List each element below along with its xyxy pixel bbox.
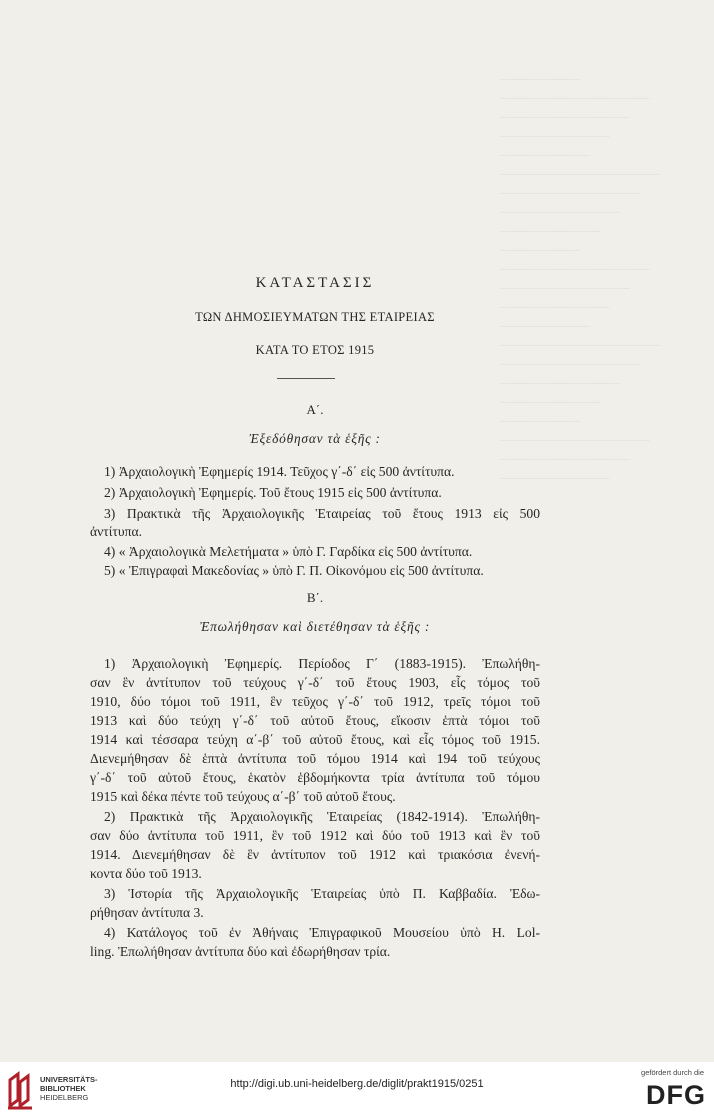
section-a-heading: Ἐξεδόθησαν τὰ ἑξῆς : <box>249 431 381 446</box>
page-subtitle-year: ΚΑΤΑ ΤΟ ΕΤΟΣ 1915 <box>255 343 375 357</box>
page-title: ΚΑΤΑΣΤΑΣΙΣ <box>255 275 375 291</box>
bleed-through-line: ————————————— <box>500 454 630 465</box>
bleed-through-line: ———————————— <box>500 378 620 389</box>
section-b-line: γ΄-δ΄ τοῦ αὐτοῦ ἔτους, ἑκατὸν ἑβδομήκοντα τρία ἀντίτυπα τοῦ τόμου <box>90 770 540 785</box>
section-b-line: 2) Πρακτικὰ τῆς Ἀρχαιολογικῆς Ἑταιρείας (1842-1914). Ἐπωλήθη- <box>104 809 540 824</box>
bleed-through-line: ———————— <box>500 245 580 256</box>
section-b-line: 1913 καὶ δύο τεύχη γ΄-δ΄ τοῦ αὐτοῦ ἔτους, εἴκοσιν ἑπτὰ τόμοι τοῦ <box>90 713 540 728</box>
permalink-url[interactable]: http://digi.ub.uni-heidelberg.de/diglit/prakt1915/0251 <box>230 1078 484 1090</box>
section-a-line: 3) Πρακτικὰ τῆς Ἀρχαιολογικῆς Ἑταιρείας τοῦ ἔτους 1913 εἰς 500 <box>104 506 540 521</box>
bleed-through-line: ———————————————— <box>500 340 660 351</box>
library-line-2: BIBLIOTHEK <box>40 1084 86 1093</box>
section-b-line: σαν ἓν ἀντίτυπον τοῦ τεύχους γ΄-δ΄ τοῦ ἔτους 1903, εἷς τόμος τοῦ <box>90 675 540 690</box>
bleed-through-line: ————————— <box>500 150 590 161</box>
section-b-line: κοντα δύο τοῦ 1913. <box>90 866 202 881</box>
section-a-line: 1) Ἀρχαιολογικὴ Ἐφημερίς 1914. Τεῦχος γ΄-δ΄ εἰς 500 ἀντίτυπα. <box>104 464 455 479</box>
section-a-line: ἀντίτυπα. <box>90 524 142 539</box>
section-b-line: 1915 καὶ δέκα πέντε τοῦ τεύχους α΄-β΄ τοῦ αὐτοῦ ἔτους. <box>90 789 396 804</box>
section-b-line: 1914. Διενεμήθησαν δὲ ἓν ἀντίτυπον τοῦ 1912 καὶ τριακόσια ἐνενή- <box>90 847 540 862</box>
bleed-through-line: ————————————— <box>500 112 630 123</box>
section-b-line: ling. Ἐπωλήθησαν ἀντίτυπα δύο καὶ ἐδωρήθησαν τρία. <box>90 944 391 959</box>
bleed-through-line: ———————— <box>500 74 580 85</box>
section-b-line: 1) Ἀρχαιολογικὴ Ἐφημερίς. Περίοδος Γ΄ (1883-1915). Ἐπωλήθη- <box>104 656 540 671</box>
university-library-logo-icon <box>6 1070 34 1110</box>
bleed-through-line: ——————————— <box>500 473 610 484</box>
library-line-1: UNIVERSITÄTS- <box>40 1075 98 1084</box>
section-a-line: 2) Ἀρχαιολογικὴ Ἐφημερίς. Τοῦ ἔτους 1915 εἰς 500 ἀντίτυπα. <box>104 485 442 500</box>
bleed-through-line: —————————— <box>500 397 600 408</box>
bleed-through-line: —————————— <box>500 226 600 237</box>
section-b-label: Β΄. <box>306 590 324 605</box>
bleed-through-line: ——————————————— <box>500 435 650 446</box>
dfg-logo: DFG <box>646 1080 706 1110</box>
funding-note: gefördert durch die <box>641 1068 704 1077</box>
bleed-through-line: ——————————— <box>500 302 610 313</box>
section-a-line: 4) « Ἀρχαιολογικὰ Μελετήματα » ὑπὸ Γ. Γαρδίκα εἰς 500 ἀντίτυπα. <box>104 544 473 559</box>
bleed-through-line: ——————————————— <box>500 93 650 104</box>
bleed-through-line: ———————— <box>500 416 580 427</box>
bleed-through-line: ————————— <box>500 321 590 332</box>
bleed-through-line: ————————————— <box>500 283 630 294</box>
bleed-through-line: ——————————————— <box>500 264 650 275</box>
section-b-line: ρήθησαν ἀντίτυπα 3. <box>90 905 204 920</box>
section-a-line: 5) « Ἐπιγραφαὶ Μακεδονίας » ὑπὸ Γ. Π. Οἰκονόμου εἰς 500 ἀντίτυπα. <box>104 563 484 578</box>
library-line-3: HEIDELBERG <box>40 1093 89 1102</box>
bleed-through-line: ———————————————— <box>500 169 660 180</box>
section-b-line: Διενεμήθησαν δὲ ἑπτὰ ἀντίτυπα τοῦ τόμου 1914 καὶ 194 τοῦ τεύχους <box>90 751 540 766</box>
section-b-line: σαν δύο ἀντίτυπα τοῦ 1911, ἓν τοῦ 1912 καὶ δύο τοῦ 1913 καὶ ἓν τοῦ <box>90 828 540 843</box>
section-b-line: 1910, δύο τόμοι τοῦ 1911, ἓν τεῦχος γ΄-δ΄ τοῦ 1912, τρεῖς τόμοι τοῦ <box>90 694 540 709</box>
bleed-through-line: ———————————— <box>500 207 620 218</box>
bleed-through-line: ——————————— <box>500 131 610 142</box>
title-divider <box>277 378 335 379</box>
bleed-through-line: —————————————— <box>500 188 640 199</box>
section-b-line: 1914 καὶ τέσσαρα τεύχη α΄-β΄ τοῦ αὐτοῦ ἔτους, καὶ εἷς τόμος τοῦ 1915. <box>90 732 540 747</box>
section-b-heading: Ἐπωλήθησαν καὶ διετέθησαν τὰ ἑξῆς : <box>199 619 431 634</box>
bleed-through-line: —————————————— <box>500 359 640 370</box>
section-b-line: 3) Ἱστορία τῆς Ἀρχαιολογικῆς Ἑταιρείας ὑπὸ Π. Καββαδία. Ἐδω- <box>104 886 540 901</box>
section-a-label: Α΄. <box>306 402 324 417</box>
section-b-line: 4) Κατάλογος τοῦ ἐν Ἀθήναις Ἐπιγραφικοῦ Μουσείου ὑπὸ Η. Lol- <box>104 925 540 940</box>
page-subtitle: ΤΩΝ ΔΗΜΟΣΙΕΥΜΑΤΩΝ ΤΗΣ ΕΤΑΙΡΕΙΑΣ <box>195 310 435 324</box>
